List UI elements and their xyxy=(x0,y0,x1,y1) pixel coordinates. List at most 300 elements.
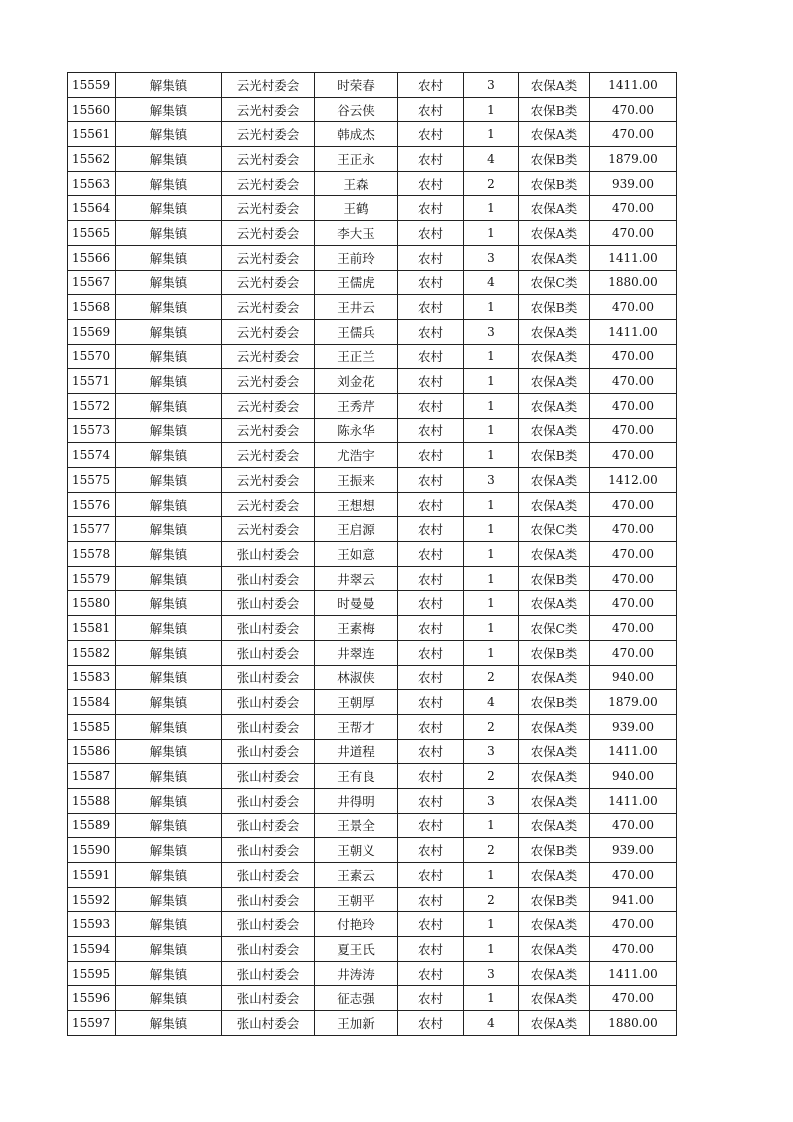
cell-insurance-class: 农保A类 xyxy=(519,344,590,369)
table-row xyxy=(68,838,677,863)
cell-area-type: 农村 xyxy=(398,838,464,863)
cell-village-committee: 云光村委会 xyxy=(222,171,315,196)
table-row xyxy=(68,369,677,394)
cell-area-type: 农村 xyxy=(398,690,464,715)
cell-town: 解集镇 xyxy=(116,369,222,394)
cell-member-count: 1 xyxy=(464,863,519,888)
cell-member-count: 3 xyxy=(464,319,519,344)
cell-insurance-class: 农保A类 xyxy=(519,863,590,888)
cell-village-committee: 张山村委会 xyxy=(222,739,315,764)
cell-village-committee: 张山村委会 xyxy=(222,616,315,641)
cell-area-type: 农村 xyxy=(398,912,464,937)
cell-record-id: 15596 xyxy=(68,986,116,1011)
cell-amount: 1412.00 xyxy=(590,468,677,493)
cell-area-type: 农村 xyxy=(398,665,464,690)
cell-record-id: 15592 xyxy=(68,887,116,912)
cell-member-count: 1 xyxy=(464,937,519,962)
cell-village-committee: 张山村委会 xyxy=(222,542,315,567)
cell-person-name: 王有良 xyxy=(315,764,398,789)
cell-record-id: 15576 xyxy=(68,492,116,517)
cell-insurance-class: 农保A类 xyxy=(519,122,590,147)
table-row xyxy=(68,616,677,641)
cell-amount: 470.00 xyxy=(590,813,677,838)
cell-town: 解集镇 xyxy=(116,788,222,813)
cell-area-type: 农村 xyxy=(398,196,464,221)
cell-record-id: 15591 xyxy=(68,863,116,888)
cell-town: 解集镇 xyxy=(116,221,222,246)
cell-member-count: 1 xyxy=(464,393,519,418)
cell-record-id: 15574 xyxy=(68,443,116,468)
table-row xyxy=(68,986,677,1011)
cell-member-count: 2 xyxy=(464,714,519,739)
table-row xyxy=(68,196,677,221)
cell-village-committee: 云光村委会 xyxy=(222,245,315,270)
cell-amount: 470.00 xyxy=(590,418,677,443)
table-row xyxy=(68,295,677,320)
cell-person-name: 李大玉 xyxy=(315,221,398,246)
table-row xyxy=(68,1011,677,1036)
cell-record-id: 15567 xyxy=(68,270,116,295)
cell-person-name: 王素梅 xyxy=(315,616,398,641)
cell-area-type: 农村 xyxy=(398,764,464,789)
cell-town: 解集镇 xyxy=(116,591,222,616)
table-row xyxy=(68,492,677,517)
table-row xyxy=(68,468,677,493)
cell-person-name: 王素云 xyxy=(315,863,398,888)
cell-village-committee: 张山村委会 xyxy=(222,714,315,739)
cell-amount: 1411.00 xyxy=(590,73,677,98)
cell-record-id: 15584 xyxy=(68,690,116,715)
cell-member-count: 4 xyxy=(464,270,519,295)
cell-area-type: 农村 xyxy=(398,122,464,147)
cell-village-committee: 张山村委会 xyxy=(222,665,315,690)
cell-insurance-class: 农保A类 xyxy=(519,221,590,246)
cell-village-committee: 张山村委会 xyxy=(222,887,315,912)
cell-person-name: 井道程 xyxy=(315,739,398,764)
cell-member-count: 2 xyxy=(464,171,519,196)
cell-member-count: 1 xyxy=(464,369,519,394)
cell-insurance-class: 农保B类 xyxy=(519,171,590,196)
cell-member-count: 1 xyxy=(464,295,519,320)
table-row xyxy=(68,221,677,246)
cell-town: 解集镇 xyxy=(116,616,222,641)
cell-person-name: 王想想 xyxy=(315,492,398,517)
cell-person-name: 王朝厚 xyxy=(315,690,398,715)
cell-member-count: 1 xyxy=(464,122,519,147)
cell-amount: 1411.00 xyxy=(590,245,677,270)
cell-member-count: 1 xyxy=(464,97,519,122)
cell-member-count: 1 xyxy=(464,986,519,1011)
cell-member-count: 4 xyxy=(464,690,519,715)
cell-village-committee: 云光村委会 xyxy=(222,97,315,122)
cell-town: 解集镇 xyxy=(116,912,222,937)
cell-person-name: 王井云 xyxy=(315,295,398,320)
cell-amount: 470.00 xyxy=(590,863,677,888)
table-row xyxy=(68,566,677,591)
cell-amount: 1879.00 xyxy=(590,690,677,715)
cell-town: 解集镇 xyxy=(116,73,222,98)
cell-member-count: 1 xyxy=(464,221,519,246)
cell-person-name: 夏王氏 xyxy=(315,937,398,962)
cell-town: 解集镇 xyxy=(116,863,222,888)
cell-insurance-class: 农保A类 xyxy=(519,961,590,986)
cell-amount: 1411.00 xyxy=(590,319,677,344)
cell-record-id: 15590 xyxy=(68,838,116,863)
table-body xyxy=(68,73,677,1036)
cell-town: 解集镇 xyxy=(116,245,222,270)
cell-record-id: 15571 xyxy=(68,369,116,394)
cell-person-name: 井涛涛 xyxy=(315,961,398,986)
cell-amount: 940.00 xyxy=(590,665,677,690)
cell-area-type: 农村 xyxy=(398,961,464,986)
table-row xyxy=(68,665,677,690)
cell-insurance-class: 农保C类 xyxy=(519,616,590,641)
cell-village-committee: 云光村委会 xyxy=(222,393,315,418)
cell-amount: 1411.00 xyxy=(590,961,677,986)
cell-town: 解集镇 xyxy=(116,270,222,295)
cell-village-committee: 张山村委会 xyxy=(222,690,315,715)
cell-record-id: 15589 xyxy=(68,813,116,838)
cell-amount: 939.00 xyxy=(590,838,677,863)
cell-record-id: 15581 xyxy=(68,616,116,641)
cell-area-type: 农村 xyxy=(398,591,464,616)
cell-person-name: 王正兰 xyxy=(315,344,398,369)
cell-village-committee: 张山村委会 xyxy=(222,764,315,789)
cell-area-type: 农村 xyxy=(398,295,464,320)
cell-area-type: 农村 xyxy=(398,566,464,591)
cell-insurance-class: 农保A类 xyxy=(519,739,590,764)
cell-person-name: 王帮才 xyxy=(315,714,398,739)
cell-insurance-class: 农保B类 xyxy=(519,690,590,715)
cell-area-type: 农村 xyxy=(398,492,464,517)
cell-member-count: 1 xyxy=(464,344,519,369)
table-row xyxy=(68,122,677,147)
cell-member-count: 3 xyxy=(464,788,519,813)
cell-amount: 470.00 xyxy=(590,122,677,147)
cell-village-committee: 云光村委会 xyxy=(222,147,315,172)
cell-village-committee: 云光村委会 xyxy=(222,122,315,147)
cell-record-id: 15580 xyxy=(68,591,116,616)
cell-area-type: 农村 xyxy=(398,616,464,641)
cell-member-count: 3 xyxy=(464,961,519,986)
table-row xyxy=(68,788,677,813)
cell-insurance-class: 农保A类 xyxy=(519,418,590,443)
cell-insurance-class: 农保A类 xyxy=(519,468,590,493)
cell-record-id: 15594 xyxy=(68,937,116,962)
cell-person-name: 韩成杰 xyxy=(315,122,398,147)
cell-insurance-class: 农保C类 xyxy=(519,270,590,295)
cell-village-committee: 张山村委会 xyxy=(222,566,315,591)
cell-town: 解集镇 xyxy=(116,887,222,912)
cell-village-committee: 云光村委会 xyxy=(222,196,315,221)
table-row xyxy=(68,73,677,98)
cell-member-count: 2 xyxy=(464,665,519,690)
cell-person-name: 王儒虎 xyxy=(315,270,398,295)
cell-member-count: 1 xyxy=(464,813,519,838)
cell-insurance-class: 农保A类 xyxy=(519,542,590,567)
cell-record-id: 15568 xyxy=(68,295,116,320)
cell-town: 解集镇 xyxy=(116,764,222,789)
cell-member-count: 1 xyxy=(464,912,519,937)
table-row xyxy=(68,542,677,567)
cell-record-id: 15560 xyxy=(68,97,116,122)
cell-insurance-class: 农保A类 xyxy=(519,912,590,937)
cell-insurance-class: 农保B类 xyxy=(519,97,590,122)
cell-insurance-class: 农保B类 xyxy=(519,443,590,468)
cell-town: 解集镇 xyxy=(116,986,222,1011)
cell-record-id: 15563 xyxy=(68,171,116,196)
table-row xyxy=(68,97,677,122)
cell-person-name: 王鹤 xyxy=(315,196,398,221)
cell-person-name: 王森 xyxy=(315,171,398,196)
cell-person-name: 王加新 xyxy=(315,1011,398,1036)
cell-village-committee: 张山村委会 xyxy=(222,591,315,616)
cell-record-id: 15588 xyxy=(68,788,116,813)
cell-amount: 470.00 xyxy=(590,344,677,369)
cell-area-type: 农村 xyxy=(398,443,464,468)
cell-member-count: 2 xyxy=(464,887,519,912)
cell-town: 解集镇 xyxy=(116,319,222,344)
cell-area-type: 农村 xyxy=(398,97,464,122)
cell-town: 解集镇 xyxy=(116,739,222,764)
cell-member-count: 3 xyxy=(464,739,519,764)
cell-amount: 939.00 xyxy=(590,714,677,739)
cell-village-committee: 张山村委会 xyxy=(222,912,315,937)
cell-amount: 470.00 xyxy=(590,542,677,567)
cell-town: 解集镇 xyxy=(116,295,222,320)
cell-person-name: 林淑侠 xyxy=(315,665,398,690)
cell-insurance-class: 农保A类 xyxy=(519,1011,590,1036)
table-row xyxy=(68,937,677,962)
cell-insurance-class: 农保A类 xyxy=(519,764,590,789)
cell-person-name: 王正永 xyxy=(315,147,398,172)
cell-insurance-class: 农保A类 xyxy=(519,196,590,221)
cell-village-committee: 张山村委会 xyxy=(222,640,315,665)
cell-amount: 1411.00 xyxy=(590,788,677,813)
cell-village-committee: 张山村委会 xyxy=(222,937,315,962)
cell-record-id: 15575 xyxy=(68,468,116,493)
table-row xyxy=(68,418,677,443)
table-row xyxy=(68,813,677,838)
cell-amount: 470.00 xyxy=(590,937,677,962)
cell-town: 解集镇 xyxy=(116,566,222,591)
cell-village-committee: 云光村委会 xyxy=(222,492,315,517)
cell-amount: 1879.00 xyxy=(590,147,677,172)
cell-record-id: 15569 xyxy=(68,319,116,344)
cell-amount: 941.00 xyxy=(590,887,677,912)
cell-person-name: 王如意 xyxy=(315,542,398,567)
cell-record-id: 15585 xyxy=(68,714,116,739)
cell-person-name: 井翠云 xyxy=(315,566,398,591)
cell-person-name: 王朝义 xyxy=(315,838,398,863)
cell-record-id: 15562 xyxy=(68,147,116,172)
cell-person-name: 时曼曼 xyxy=(315,591,398,616)
cell-amount: 939.00 xyxy=(590,171,677,196)
cell-person-name: 井翠连 xyxy=(315,640,398,665)
cell-amount: 470.00 xyxy=(590,566,677,591)
cell-village-committee: 张山村委会 xyxy=(222,788,315,813)
cell-record-id: 15561 xyxy=(68,122,116,147)
cell-town: 解集镇 xyxy=(116,147,222,172)
table-row xyxy=(68,961,677,986)
table-row xyxy=(68,912,677,937)
cell-town: 解集镇 xyxy=(116,196,222,221)
cell-town: 解集镇 xyxy=(116,961,222,986)
cell-insurance-class: 农保B类 xyxy=(519,640,590,665)
cell-town: 解集镇 xyxy=(116,838,222,863)
cell-area-type: 农村 xyxy=(398,640,464,665)
cell-town: 解集镇 xyxy=(116,640,222,665)
cell-insurance-class: 农保A类 xyxy=(519,492,590,517)
cell-member-count: 1 xyxy=(464,443,519,468)
cell-village-committee: 张山村委会 xyxy=(222,986,315,1011)
cell-person-name: 王振来 xyxy=(315,468,398,493)
cell-insurance-class: 农保A类 xyxy=(519,73,590,98)
cell-insurance-class: 农保A类 xyxy=(519,665,590,690)
table-row xyxy=(68,517,677,542)
cell-area-type: 农村 xyxy=(398,739,464,764)
cell-town: 解集镇 xyxy=(116,468,222,493)
cell-amount: 470.00 xyxy=(590,97,677,122)
cell-member-count: 3 xyxy=(464,73,519,98)
records-table xyxy=(67,72,677,1036)
cell-insurance-class: 农保A类 xyxy=(519,788,590,813)
cell-amount: 470.00 xyxy=(590,986,677,1011)
table-row xyxy=(68,245,677,270)
cell-area-type: 农村 xyxy=(398,468,464,493)
cell-member-count: 2 xyxy=(464,764,519,789)
cell-record-id: 15577 xyxy=(68,517,116,542)
cell-record-id: 15570 xyxy=(68,344,116,369)
table-row xyxy=(68,887,677,912)
cell-area-type: 农村 xyxy=(398,418,464,443)
cell-amount: 470.00 xyxy=(590,369,677,394)
cell-town: 解集镇 xyxy=(116,122,222,147)
cell-village-committee: 张山村委会 xyxy=(222,961,315,986)
cell-person-name: 刘金花 xyxy=(315,369,398,394)
cell-village-committee: 云光村委会 xyxy=(222,369,315,394)
cell-town: 解集镇 xyxy=(116,813,222,838)
cell-record-id: 15582 xyxy=(68,640,116,665)
cell-insurance-class: 农保A类 xyxy=(519,813,590,838)
cell-town: 解集镇 xyxy=(116,665,222,690)
cell-town: 解集镇 xyxy=(116,393,222,418)
cell-record-id: 15593 xyxy=(68,912,116,937)
cell-member-count: 1 xyxy=(464,517,519,542)
cell-member-count: 4 xyxy=(464,1011,519,1036)
table-row xyxy=(68,863,677,888)
cell-person-name: 井得明 xyxy=(315,788,398,813)
cell-town: 解集镇 xyxy=(116,1011,222,1036)
cell-amount: 470.00 xyxy=(590,196,677,221)
cell-insurance-class: 农保A类 xyxy=(519,714,590,739)
cell-area-type: 农村 xyxy=(398,73,464,98)
cell-member-count: 1 xyxy=(464,542,519,567)
cell-person-name: 王朝平 xyxy=(315,887,398,912)
cell-record-id: 15566 xyxy=(68,245,116,270)
cell-insurance-class: 农保B类 xyxy=(519,147,590,172)
cell-area-type: 农村 xyxy=(398,863,464,888)
cell-area-type: 农村 xyxy=(398,221,464,246)
cell-area-type: 农村 xyxy=(398,319,464,344)
cell-amount: 470.00 xyxy=(590,443,677,468)
cell-record-id: 15573 xyxy=(68,418,116,443)
cell-insurance-class: 农保A类 xyxy=(519,986,590,1011)
cell-insurance-class: 农保A类 xyxy=(519,937,590,962)
cell-record-id: 15586 xyxy=(68,739,116,764)
cell-insurance-class: 农保B类 xyxy=(519,838,590,863)
cell-amount: 940.00 xyxy=(590,764,677,789)
cell-amount: 1411.00 xyxy=(590,739,677,764)
cell-amount: 470.00 xyxy=(590,591,677,616)
cell-area-type: 农村 xyxy=(398,1011,464,1036)
cell-village-committee: 云光村委会 xyxy=(222,344,315,369)
cell-area-type: 农村 xyxy=(398,171,464,196)
cell-village-committee: 张山村委会 xyxy=(222,813,315,838)
cell-insurance-class: 农保B类 xyxy=(519,887,590,912)
cell-record-id: 15597 xyxy=(68,1011,116,1036)
table-row xyxy=(68,147,677,172)
table-row xyxy=(68,270,677,295)
cell-area-type: 农村 xyxy=(398,245,464,270)
cell-town: 解集镇 xyxy=(116,97,222,122)
cell-town: 解集镇 xyxy=(116,418,222,443)
cell-area-type: 农村 xyxy=(398,369,464,394)
cell-member-count: 4 xyxy=(464,147,519,172)
cell-record-id: 15565 xyxy=(68,221,116,246)
table-row xyxy=(68,714,677,739)
cell-record-id: 15587 xyxy=(68,764,116,789)
cell-amount: 470.00 xyxy=(590,492,677,517)
cell-amount: 470.00 xyxy=(590,393,677,418)
cell-village-committee: 云光村委会 xyxy=(222,443,315,468)
cell-amount: 1880.00 xyxy=(590,1011,677,1036)
cell-person-name: 王秀芹 xyxy=(315,393,398,418)
cell-member-count: 3 xyxy=(464,245,519,270)
cell-village-committee: 云光村委会 xyxy=(222,468,315,493)
cell-amount: 470.00 xyxy=(590,517,677,542)
cell-area-type: 农村 xyxy=(398,270,464,295)
cell-person-name: 陈永华 xyxy=(315,418,398,443)
cell-member-count: 2 xyxy=(464,838,519,863)
table-row xyxy=(68,690,677,715)
cell-person-name: 王儒兵 xyxy=(315,319,398,344)
cell-town: 解集镇 xyxy=(116,517,222,542)
cell-person-name: 王启源 xyxy=(315,517,398,542)
cell-area-type: 农村 xyxy=(398,813,464,838)
cell-record-id: 15572 xyxy=(68,393,116,418)
cell-area-type: 农村 xyxy=(398,788,464,813)
cell-member-count: 1 xyxy=(464,492,519,517)
cell-town: 解集镇 xyxy=(116,443,222,468)
cell-member-count: 1 xyxy=(464,196,519,221)
table-row xyxy=(68,443,677,468)
cell-insurance-class: 农保A类 xyxy=(519,591,590,616)
cell-record-id: 15579 xyxy=(68,566,116,591)
cell-member-count: 1 xyxy=(464,591,519,616)
cell-person-name: 时荣春 xyxy=(315,73,398,98)
cell-amount: 470.00 xyxy=(590,295,677,320)
cell-member-count: 1 xyxy=(464,640,519,665)
cell-insurance-class: 农保A类 xyxy=(519,393,590,418)
cell-town: 解集镇 xyxy=(116,171,222,196)
cell-person-name: 付艳玲 xyxy=(315,912,398,937)
cell-village-committee: 张山村委会 xyxy=(222,863,315,888)
cell-insurance-class: 农保A类 xyxy=(519,245,590,270)
cell-area-type: 农村 xyxy=(398,542,464,567)
cell-amount: 470.00 xyxy=(590,616,677,641)
cell-insurance-class: 农保A类 xyxy=(519,319,590,344)
